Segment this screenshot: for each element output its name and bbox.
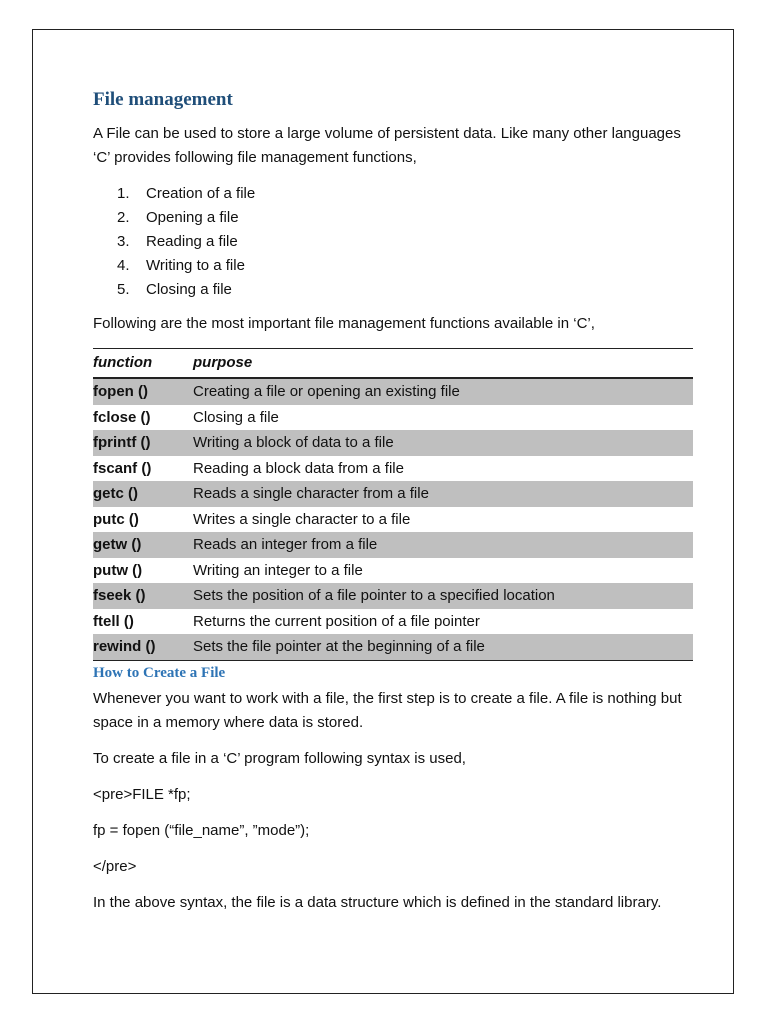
function-name: getw () bbox=[93, 532, 193, 558]
table-row bbox=[93, 634, 693, 660]
table-header-row bbox=[93, 349, 693, 379]
function-name: rewind () bbox=[93, 634, 193, 660]
function-name: fscanf () bbox=[93, 459, 152, 477]
column-header-function: function bbox=[93, 353, 153, 371]
table-row bbox=[93, 532, 693, 558]
function-purpose: Writing a block of data to a file bbox=[193, 430, 693, 456]
function-name: fprintf () bbox=[93, 430, 193, 456]
function-purpose: Reading a block data from a file bbox=[193, 459, 404, 477]
function-purpose: Sets the position of a file pointer to a specified location bbox=[193, 583, 693, 609]
page-title: File management bbox=[93, 89, 233, 110]
page-content bbox=[93, 88, 693, 927]
function-name: putc () bbox=[93, 510, 139, 528]
function-name: putw () bbox=[93, 561, 143, 579]
function-purpose: Creating a file or opening an existing file bbox=[193, 378, 693, 405]
list-item bbox=[93, 230, 693, 254]
create-file-paragraph: Whenever you want to work with a file, the first step is to create a file. A file is nothing but space in a memory where data is stored. bbox=[93, 689, 682, 731]
table-row bbox=[93, 609, 693, 635]
table-row bbox=[93, 405, 693, 431]
function-purpose: Writes a single character to a file bbox=[193, 510, 411, 528]
list-number: 3. bbox=[117, 233, 130, 250]
syntax-intro: To create a file in a ‘C’ program following syntax is used, bbox=[93, 749, 466, 767]
code-line: fp = fopen (“file_name”, ”mode”); bbox=[93, 821, 310, 839]
function-purpose: Sets the file pointer at the beginning of a file bbox=[193, 634, 693, 660]
function-name: fclose () bbox=[93, 408, 151, 426]
code-line: <pre>FILE *fp; bbox=[93, 785, 191, 803]
section-subheading: How to Create a File bbox=[93, 664, 226, 681]
list-number: 5. bbox=[117, 281, 130, 298]
list-number: 4. bbox=[117, 257, 130, 274]
list-item bbox=[93, 254, 693, 278]
list-text: Reading a file bbox=[146, 233, 238, 250]
function-purpose: Returns the current position of a file pointer bbox=[193, 612, 480, 630]
table-row bbox=[93, 583, 693, 609]
function-name: fopen () bbox=[93, 378, 193, 405]
table-row bbox=[93, 378, 693, 405]
list-item bbox=[93, 182, 693, 206]
function-name: ftell () bbox=[93, 612, 134, 630]
list-item bbox=[93, 206, 693, 230]
table-row bbox=[93, 507, 693, 533]
table-row bbox=[93, 481, 693, 507]
table-row bbox=[93, 456, 693, 482]
file-operations-list bbox=[93, 182, 693, 302]
list-text: Opening a file bbox=[146, 209, 239, 226]
document-page bbox=[32, 29, 734, 994]
list-number: 1. bbox=[117, 185, 130, 202]
function-purpose: Closing a file bbox=[193, 408, 279, 426]
function-name: getc () bbox=[93, 481, 193, 507]
functions-table bbox=[93, 348, 693, 661]
function-purpose: Reads an integer from a file bbox=[193, 532, 693, 558]
list-text: Creation of a file bbox=[146, 185, 256, 202]
function-purpose: Reads a single character from a file bbox=[193, 481, 693, 507]
list-text: Closing a file bbox=[146, 281, 232, 298]
column-header-purpose: purpose bbox=[193, 353, 253, 371]
list-number: 2. bbox=[117, 209, 130, 226]
table-intro: Following are the most important file management functions available in ‘C’, bbox=[93, 315, 595, 332]
function-purpose: Writing an integer to a file bbox=[193, 561, 363, 579]
table-row bbox=[93, 558, 693, 584]
list-text: Writing to a file bbox=[146, 257, 245, 274]
table-row bbox=[93, 430, 693, 456]
closing-paragraph: In the above syntax, the file is a data structure which is defined in the standard library. bbox=[93, 893, 662, 911]
intro-paragraph: A File can be used to store a large volume of persistent data. Like many other languages ‘C’ provides following file management functions, bbox=[93, 125, 681, 166]
list-item bbox=[93, 278, 693, 302]
code-line: </pre> bbox=[93, 857, 137, 875]
function-name: fseek () bbox=[93, 583, 193, 609]
